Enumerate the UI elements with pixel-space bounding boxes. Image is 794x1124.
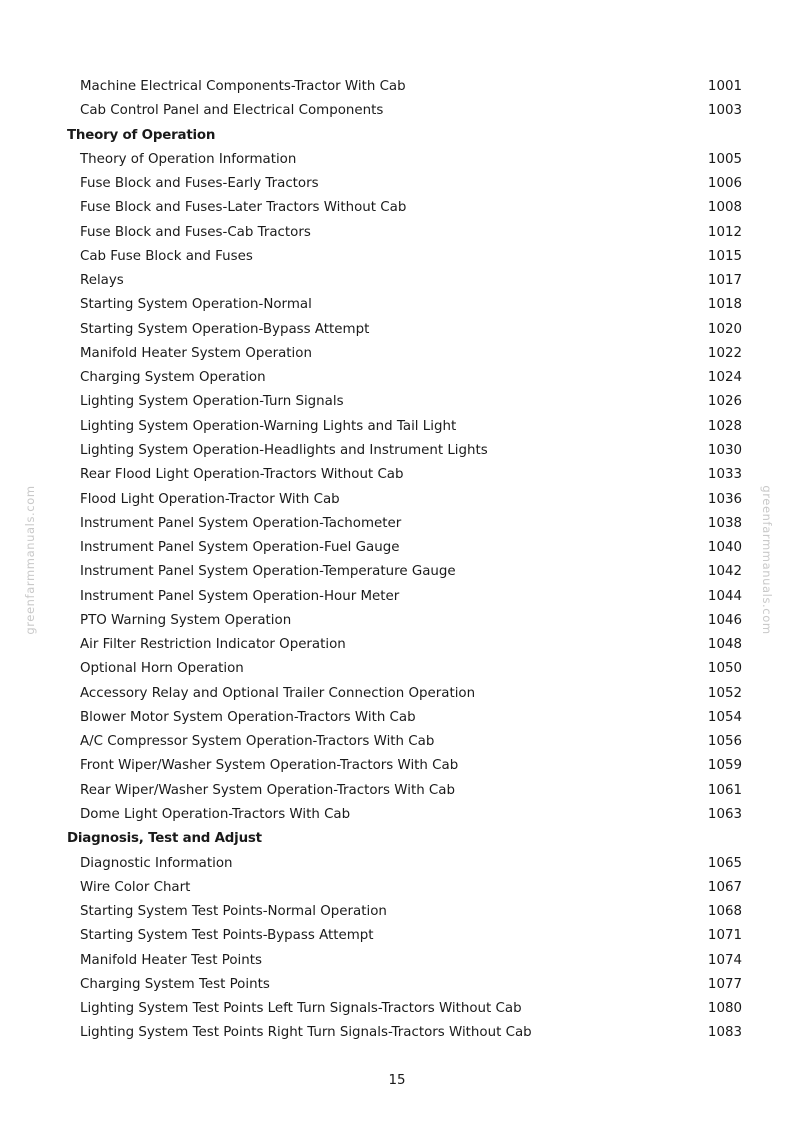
- toc-entry[interactable]: [0, 1021, 794, 1045]
- toc-entry[interactable]: [0, 342, 794, 366]
- entry-title: Machine Electrical Components-Tractor With Cab: [80, 79, 406, 94]
- entry-page-number: 1006: [707, 176, 742, 192]
- toc-entry[interactable]: [0, 900, 794, 924]
- table-of-contents: [0, 75, 794, 1046]
- entry-title: Fuse Block and Fuses-Early Tractors: [80, 176, 319, 192]
- toc-entry[interactable]: [0, 172, 794, 196]
- entry-page-number: 1022: [707, 345, 742, 361]
- toc-entry[interactable]: [0, 415, 794, 439]
- entry-page-number: 1067: [707, 879, 742, 895]
- toc-entry[interactable]: [0, 366, 794, 390]
- entry-title: Lighting System Test Points Right Turn Signals-Tractors Without Cab: [80, 1025, 532, 1041]
- toc-entry[interactable]: [0, 560, 794, 584]
- entry-page-number: 1012: [707, 224, 742, 240]
- entry-title: Air Filter Restriction Indicator Operation: [80, 637, 346, 653]
- entry-title: Cab Control Panel and Electrical Components: [80, 103, 384, 119]
- entry-page-number: 1059: [707, 758, 742, 774]
- entry-page-number: 1036: [707, 491, 742, 507]
- toc-entry[interactable]: [0, 439, 794, 463]
- entry-page-number: 1026: [707, 394, 742, 410]
- entry-page-number: 1054: [707, 709, 742, 725]
- entry-page-number: 1008: [707, 200, 742, 216]
- entry-page-number: 1042: [707, 564, 742, 580]
- entry-page-number: 1040: [707, 540, 742, 556]
- entry-title: Optional Horn Operation: [80, 661, 244, 677]
- entry-page-number: 1020: [707, 321, 742, 337]
- entry-page-number: 1052: [707, 685, 742, 701]
- entry-title: Manifold Heater Test Points: [80, 952, 262, 968]
- entry-title: Charging System Test Points: [80, 976, 270, 992]
- toc-entry[interactable]: [0, 973, 794, 997]
- entry-page-number: 1028: [707, 418, 742, 434]
- entry-page-number: 1071: [707, 928, 742, 944]
- entry-page-number: 1038: [707, 515, 742, 531]
- entry-page-number: 1068: [707, 904, 742, 920]
- section-title: Theory of Operation: [67, 127, 216, 143]
- toc-entry[interactable]: [0, 221, 794, 245]
- toc-entry[interactable]: [0, 779, 794, 803]
- toc-entry[interactable]: [0, 633, 794, 657]
- toc-entry[interactable]: [0, 706, 794, 730]
- toc-entry[interactable]: [0, 148, 794, 172]
- toc-section-heading: [0, 124, 794, 148]
- entry-title: Instrument Panel System Operation-Tachometer: [80, 515, 402, 531]
- section-title: Diagnosis, Test and Adjust: [67, 831, 262, 847]
- entry-page-number: 1046: [707, 612, 742, 628]
- entry-title: Lighting System Test Points Left Turn Signals-Tractors Without Cab: [80, 1001, 522, 1017]
- entry-title: Fuse Block and Fuses-Cab Tractors: [80, 224, 311, 240]
- watermark-left: greenfarmmanuals.com: [23, 485, 37, 635]
- entry-page-number: 1024: [707, 370, 742, 386]
- toc-entry[interactable]: [0, 876, 794, 900]
- toc-entry[interactable]: [0, 318, 794, 342]
- toc-entry[interactable]: [0, 754, 794, 778]
- toc-entry[interactable]: [0, 99, 794, 123]
- entry-page-number: 1015: [707, 248, 742, 264]
- toc-entry[interactable]: [0, 463, 794, 487]
- toc-entry[interactable]: [0, 730, 794, 754]
- page-number: 15: [388, 1073, 406, 1088]
- toc-entry[interactable]: [0, 924, 794, 948]
- entry-page-number: 1061: [707, 782, 742, 798]
- entry-page-number: 1033: [707, 467, 742, 483]
- toc-entry[interactable]: [0, 997, 794, 1021]
- toc-entry[interactable]: [0, 269, 794, 293]
- entry-title: Lighting System Operation-Turn Signals: [80, 394, 344, 410]
- toc-entry[interactable]: [0, 245, 794, 269]
- entry-title: A/C Compressor System Operation-Tractors With Cab: [80, 734, 435, 750]
- entry-title: Rear Wiper/Washer System Operation-Tractors With Cab: [80, 782, 455, 798]
- entry-title: Starting System Test Points-Bypass Attempt: [80, 928, 374, 944]
- entry-page-number: 1083: [707, 1025, 742, 1041]
- entry-page-number: 1063: [707, 806, 742, 822]
- entry-title: Lighting System Operation-Warning Lights and Tail Light: [80, 418, 457, 434]
- entry-title: Charging System Operation: [80, 370, 266, 386]
- toc-entry[interactable]: [0, 657, 794, 681]
- entry-page-number: 1056: [707, 734, 742, 750]
- entry-title: Rear Flood Light Operation-Tractors Without Cab: [80, 467, 404, 483]
- toc-section-heading: [0, 827, 794, 851]
- toc-entry[interactable]: [0, 512, 794, 536]
- entry-title: Lighting System Operation-Headlights and Instrument Lights: [80, 442, 488, 458]
- entry-title: Dome Light Operation-Tractors With Cab: [80, 806, 351, 822]
- entry-page-number: 1030: [707, 442, 742, 458]
- toc-entry[interactable]: [0, 852, 794, 876]
- entry-title: Accessory Relay and Optional Trailer Connection Operation: [80, 685, 476, 701]
- entry-title: Instrument Panel System Operation-Fuel Gauge: [80, 540, 400, 556]
- entry-page-number: 1050: [707, 661, 742, 677]
- entry-title: Relays: [80, 273, 124, 289]
- entry-title: Starting System Test Points-Normal Operation: [80, 904, 387, 920]
- entry-title: Front Wiper/Washer System Operation-Tractors With Cab: [80, 758, 459, 774]
- entry-page-number: 1074: [707, 952, 742, 968]
- toc-entry[interactable]: [0, 196, 794, 220]
- entry-page-number: 1065: [707, 855, 742, 871]
- entry-title: PTO Warning System Operation: [80, 612, 292, 628]
- entry-title: Starting System Operation-Normal: [80, 297, 312, 313]
- toc-entry[interactable]: [0, 803, 794, 827]
- entry-title: Wire Color Chart: [80, 879, 191, 895]
- entry-title: Diagnostic Information: [80, 855, 233, 871]
- watermark-right: greenfarmmanuals.com: [760, 485, 774, 635]
- entry-page-number: 1003: [707, 103, 742, 119]
- entry-title: Manifold Heater System Operation: [80, 345, 312, 361]
- entry-title: Flood Light Operation-Tractor With Cab: [80, 491, 340, 507]
- entry-title: Blower Motor System Operation-Tractors With Cab: [80, 709, 416, 725]
- toc-entry[interactable]: [0, 75, 794, 99]
- toc-entry[interactable]: [0, 488, 794, 512]
- entry-page-number: 1044: [707, 588, 742, 604]
- entry-page-number: 1005: [707, 151, 742, 167]
- toc-entry[interactable]: [0, 609, 794, 633]
- toc-entry[interactable]: [0, 390, 794, 414]
- entry-title: Fuse Block and Fuses-Later Tractors Without Cab: [80, 200, 407, 216]
- toc-entry[interactable]: [0, 293, 794, 317]
- toc-entry[interactable]: [0, 682, 794, 706]
- toc-entry[interactable]: [0, 536, 794, 560]
- entry-page-number: 1077: [707, 976, 742, 992]
- entry-page-number: 1018: [707, 297, 742, 313]
- entry-title: Starting System Operation-Bypass Attempt: [80, 321, 370, 337]
- toc-entry[interactable]: [0, 585, 794, 609]
- entry-page-number: 1048: [707, 637, 742, 653]
- entry-title: Instrument Panel System Operation-Hour Meter: [80, 588, 400, 604]
- entry-page-number: 1080: [707, 1001, 742, 1017]
- entry-title: Instrument Panel System Operation-Temperature Gauge: [80, 564, 456, 580]
- entry-page-number: 1001: [707, 79, 742, 94]
- entry-page-number: 1017: [707, 273, 742, 289]
- entry-title: Cab Fuse Block and Fuses: [80, 248, 253, 264]
- toc-entry[interactable]: [0, 949, 794, 973]
- entry-title: Theory of Operation Information: [80, 151, 297, 167]
